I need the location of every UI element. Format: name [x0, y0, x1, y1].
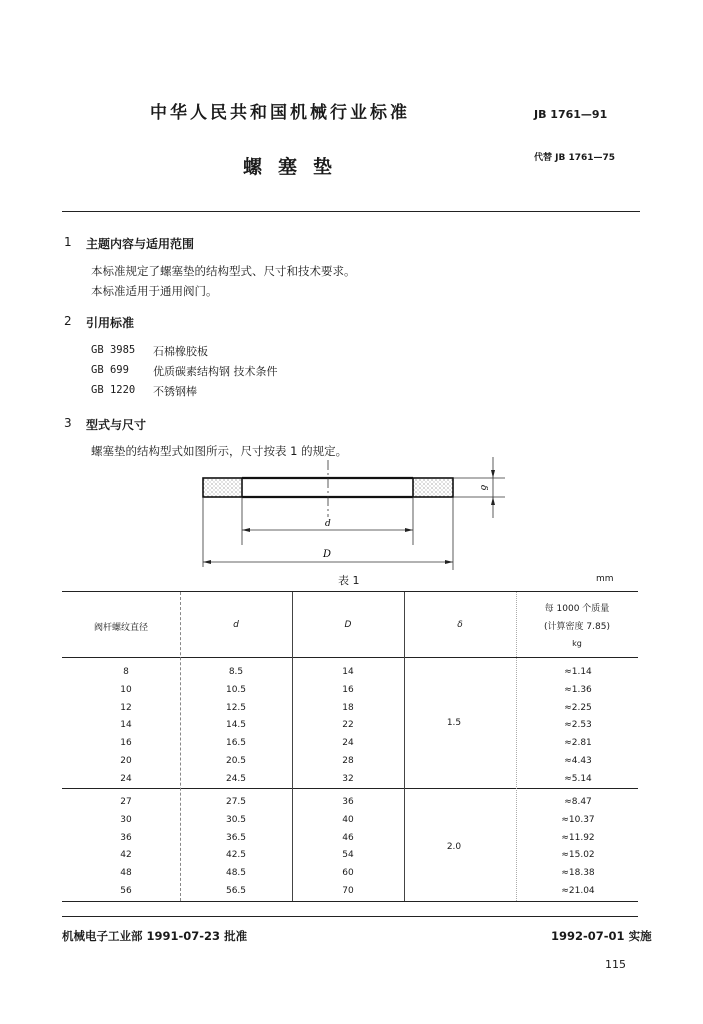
header-mass-line-1: 每 1000 个质量 — [544, 604, 610, 614]
cell-D: 24 — [342, 738, 354, 749]
cell-D: 70 — [342, 886, 354, 896]
cell-mass: ≈10.37 — [561, 814, 595, 825]
reference-name: 不锈钢棒 — [153, 385, 197, 398]
table-top-rule — [62, 591, 638, 592]
cell-mass: ≈1.36 — [564, 684, 592, 695]
table-column-divider — [292, 592, 293, 901]
section-2-title: 引用标准 — [86, 316, 135, 330]
cell-D: 32 — [342, 773, 354, 784]
header-d: d — [233, 620, 239, 630]
table-column-divider — [404, 592, 405, 901]
cell-d: 30.5 — [225, 814, 247, 825]
cell-D: 54 — [342, 850, 354, 861]
cell-mass: ≈5.14 — [564, 773, 592, 784]
cell-mass: ≈15.02 — [561, 850, 595, 861]
page-number: 115 — [605, 958, 626, 971]
header-mass-unit: kg — [572, 639, 582, 648]
cell-D: 36 — [342, 797, 354, 807]
washer-section-left — [203, 478, 242, 497]
cell-d: 42.5 — [225, 850, 247, 861]
cell-mass: ≈2.81 — [564, 738, 592, 749]
cell-thread-size: 14 — [120, 720, 132, 731]
cell-d: 14.5 — [225, 720, 247, 731]
standard-title: 中华人民共和国机械行业标准 — [150, 103, 410, 123]
table-title: 表 1 — [338, 574, 360, 587]
cell-mass: ≈11.92 — [561, 832, 595, 843]
cell-d: 56.5 — [225, 886, 247, 896]
reference-name: 优质碳素结构钢 技术条件 — [153, 365, 278, 378]
table-header-rule — [62, 657, 638, 658]
cell-mass: ≈8.47 — [564, 797, 592, 807]
reference-code: GB 3985 — [91, 344, 136, 356]
replaces-note: 代替 JB 1761—75 — [534, 153, 616, 163]
cell-D: 22 — [342, 720, 354, 731]
approval-note: 机械电子工业部 1991-07-23 批准 — [62, 929, 248, 943]
standard-number: JB 1761—91 — [534, 108, 608, 121]
cell-thread-size: 12 — [120, 702, 132, 713]
section-3-paragraph: 螺塞垫的结构型式如图所示，尺寸按表 1 的规定。 — [91, 444, 348, 458]
section-1-number: 1 — [64, 235, 72, 249]
cell-thread-size: 30 — [120, 814, 132, 825]
table-unit: mm — [596, 574, 614, 584]
section-1-title: 主题内容与适用范围 — [86, 237, 195, 251]
cell-thread-size: 27 — [120, 797, 132, 807]
header-thread-size: 阀杆螺纹直径 — [93, 623, 148, 633]
cell-mass: ≈18.38 — [561, 868, 595, 879]
cell-mass: ≈2.53 — [564, 720, 592, 731]
cell-mass: ≈2.25 — [564, 702, 592, 713]
cell-d: 20.5 — [225, 756, 247, 766]
label-D: D — [323, 549, 332, 560]
cell-d: 24.5 — [225, 773, 247, 784]
cell-d: 36.5 — [225, 832, 247, 843]
cell-thread-size: 20 — [120, 756, 132, 766]
cell-d: 27.5 — [225, 797, 247, 807]
section-3-title: 型式与尺寸 — [86, 418, 147, 432]
cell-thread-size: 10 — [120, 684, 132, 695]
cell-D: 16 — [342, 684, 354, 695]
cell-mass: ≈4.43 — [564, 756, 592, 766]
cell-D: 18 — [342, 702, 354, 713]
cell-mass: ≈21.04 — [561, 886, 595, 896]
cell-thread-size: 36 — [120, 832, 132, 843]
washer-section-right — [413, 478, 453, 497]
cell-D: 60 — [342, 868, 354, 879]
cell-thread-size: 16 — [120, 738, 132, 749]
cell-d: 8.5 — [228, 667, 244, 677]
cell-thread-size: 24 — [120, 773, 132, 784]
label-thickness: δ — [478, 485, 488, 491]
cell-thread-size: 42 — [120, 850, 132, 861]
cell-thread-size: 8 — [123, 667, 129, 677]
header-thickness: δ — [457, 620, 463, 630]
cell-d: 48.5 — [225, 868, 247, 879]
section-1-paragraph-1: 本标准规定了螺塞垫的结构型式、尺寸和技术要求。 — [91, 264, 356, 278]
cell-d: 10.5 — [225, 684, 247, 695]
cell-thread-size: 56 — [120, 886, 132, 896]
table-bottom-rule — [62, 901, 638, 902]
cell-d: 12.5 — [225, 702, 247, 713]
cell-D: 28 — [342, 756, 354, 766]
section-1-paragraph-2: 本标准适用于通用阀门。 — [91, 284, 218, 298]
cell-D: 46 — [342, 832, 354, 843]
reference-code: GB 1220 — [91, 384, 136, 396]
document-title: 螺塞垫 — [243, 156, 349, 178]
cell-D: 40 — [342, 814, 354, 825]
cell-mass: ≈1.14 — [564, 667, 592, 677]
reference-name: 石棉橡胶板 — [153, 345, 208, 358]
header-divider — [62, 211, 640, 212]
effective-date: 1992-07-01 实施 — [551, 929, 652, 943]
header-mass-line-2: (计算密度 7.85) — [544, 622, 610, 632]
thickness-group-2: 2.0 — [446, 842, 462, 852]
cell-d: 16.5 — [225, 738, 247, 749]
section-3-number: 3 — [64, 416, 72, 430]
section-2-number: 2 — [64, 314, 72, 328]
header-D: D — [344, 620, 352, 630]
washer-section-drawing — [195, 455, 515, 575]
reference-code: GB 699 — [91, 364, 129, 376]
cell-thread-size: 48 — [120, 868, 132, 879]
cell-D: 14 — [342, 667, 354, 677]
label-d: d — [325, 519, 331, 529]
table-group-rule — [62, 788, 638, 789]
footer-divider — [62, 916, 638, 917]
table-column-divider — [180, 592, 181, 901]
thickness-group-1: 1.5 — [446, 718, 462, 728]
